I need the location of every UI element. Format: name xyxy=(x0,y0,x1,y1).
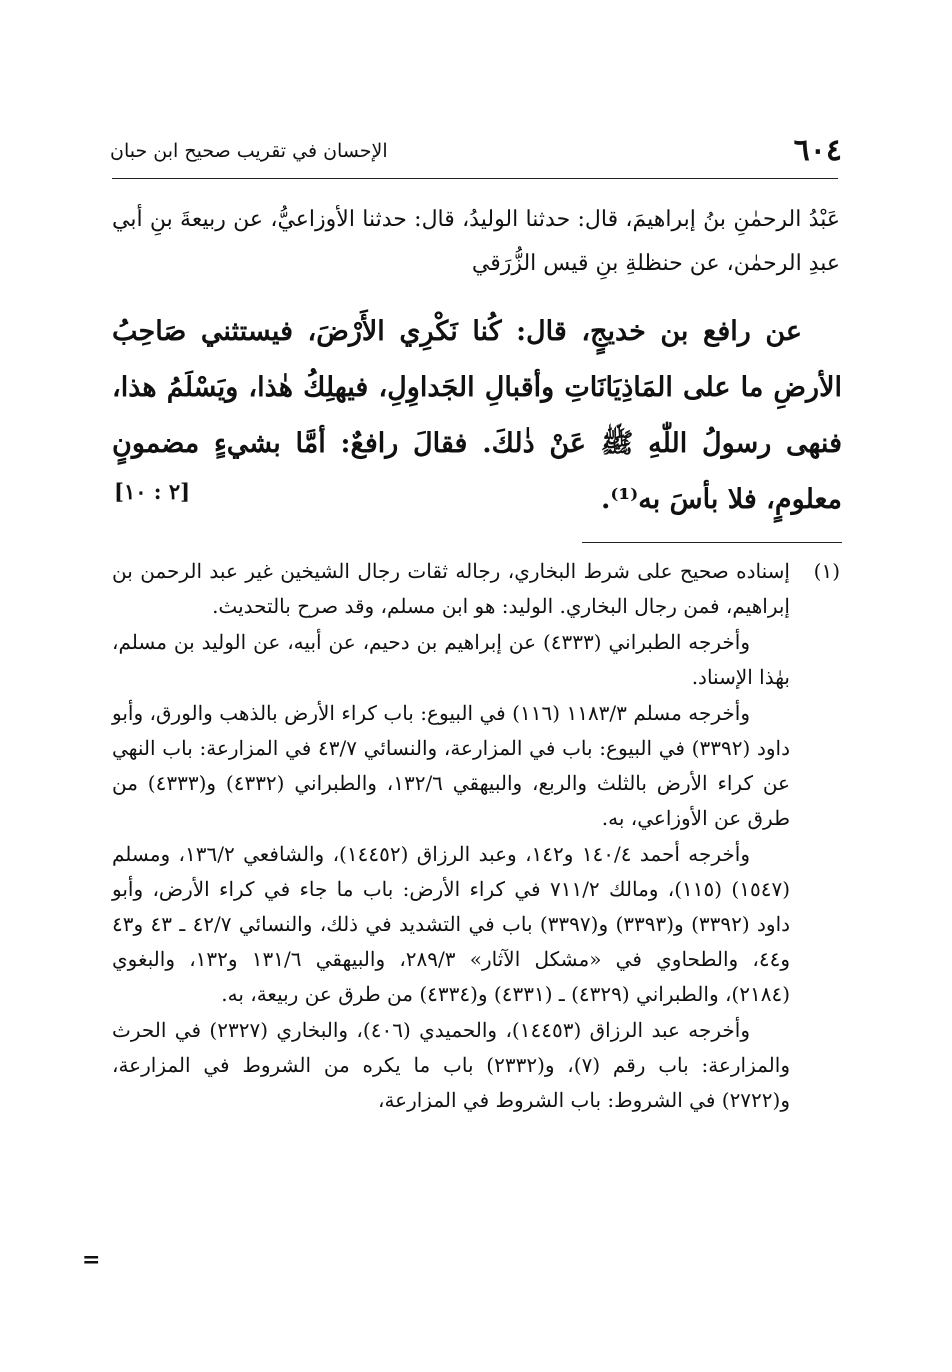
footnotes xyxy=(112,554,840,1119)
footnote-divider xyxy=(582,542,842,543)
footnote-paragraph: وأخرجه عبد الرزاق (١٤٤٥٣)، والحميدي (٤٠٦)، والبخاري (٢٣٢٧) في الحرث والمزارعة: باب رقم (٧)، و(٢٣٣٢) باب ما يكره من الشروط في المزارعة، و(٢٧٢٢) في الشروط: باب الشروط في المزارعة، xyxy=(112,1018,790,1112)
continuation-mark: = xyxy=(82,1247,101,1273)
footnote-paragraph: وأخرجه أحمد ١٤٠/٤ و١٤٢، وعبد الرزاق (١٤٤٥٢)، والشافعي ١٣٦/٢، ومسلم (١٥٤٧) (١١٥)، ومالك ٧١١/٢ في كراء الأرض: باب ما جاء في كراء الأرض، وأبو داود (٣٣٩٢) و(٣٣٩٣) و(٣٣٩٧) باب في التشديد في ذلك، والنسائي ٤٢/٧ ـ ٤٣ و٤٣ و٤٤، والطحاوي في «مشكل الآثار» ٢٨٩/٣، والبيهقي ١٣١/٦ و١٣٢، والبغوي (٢١٨٤)، والطبراني (٤٣٢٩) ـ (٤٣٣١) و(٤٣٣٤) من طرق عن ربيعة، به. xyxy=(112,842,791,1006)
footnote-paragraph: إسناده صحيح على شرط البخاري، رجاله ثقات رجال الشيخين غير عبد الرحمن بن إبراهيم، فمن رجال البخاري. الوليد: هو ابن مسلم، وقد صرح بالتحديث. xyxy=(112,559,790,618)
chain-of-narration: عَبْدُ الرحمٰنِ بنُ إبراهيمَ، قال: حدثنا الوليدُ، قال: حدثنا الأوزاعيُّ، عن ربيعةَ بنِ أبي عبدِ الرحمٰن، عن حنظلةِ بنِ قيس الزُّرَقي xyxy=(112,207,840,276)
running-title: الإحسان في تقريب صحيح ابن حبان xyxy=(110,140,388,162)
footnote-marker: (١) xyxy=(813,559,840,583)
footnote-paragraph: وأخرجه الطبراني (٤٣٣٣) عن إبراهيم بن دحيم، عن أبيه، عن الوليد بن مسلم، بهٰذا الإسناد. xyxy=(112,630,790,689)
page-header xyxy=(110,128,842,172)
hadith-body: عن رافع بن خديجٍ، قال: كُنا نَكْرِي الأَرْضَ، فيستثني صَاحِبُ الأرضِ ما على المَاذِيَانَاتِ وأقبالِ الجَداوِلِ، فيهلِكُ هٰذا، ويَسْلَمُ هذا، فنهى رسولُ اللّٰهِ ﷺ عَنْ ذٰلكَ. فقالَ رافعٌ: أمَّا بشيءٍ مضمونٍ معلومٍ، فلا بأسَ به⁽¹⁾. xyxy=(112,316,842,515)
page-number: ٦٠٤ xyxy=(793,133,842,168)
hadith-reference: [٢ : ١٠] xyxy=(114,479,191,504)
hadith-text xyxy=(112,304,842,528)
footnote-item xyxy=(112,554,840,624)
footnote-paragraph: وأخرجه مسلم ١١٨٣/٣ (١١٦) في البيوع: باب كراء الأرض بالذهب والورق، وأبو داود (٣٣٩٢) في البيوع: باب في المزارعة، والنسائي ٤٣/٧ في المزارعة: باب النهي عن كراء الأرض بالثلث والربع، والبيهقي ١٣٢/٦، والطبراني (٤٣٣٢) و(٤٣٣٣) من طرق عن الأوزاعي، به. xyxy=(112,701,790,830)
header-divider xyxy=(112,178,838,179)
